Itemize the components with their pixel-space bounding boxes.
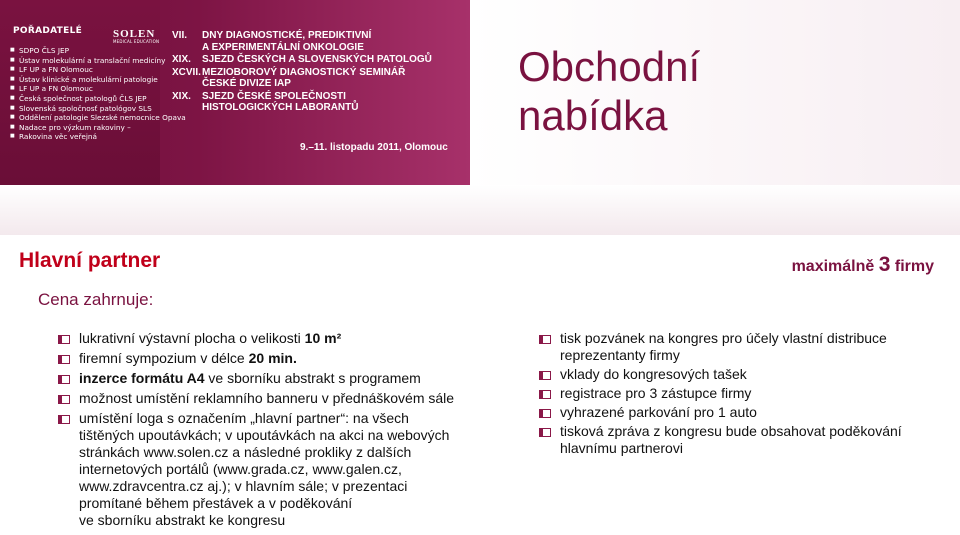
list-item: vklady do kongresových tašek xyxy=(538,366,928,383)
event-item: XIX. SJEZD ČESKÝCH A SLOVENSKÝCH PATOLOGŮ xyxy=(172,54,432,65)
list-item: možnost umístění reklamního banneru v přednáškovém sále xyxy=(57,390,457,407)
organizer-item: ■ Nadace pro výzkum rakoviny – xyxy=(10,123,160,133)
list-item: tisková zpráva z kongresu bude obsahovat poděkování hlavnímu partnerovi xyxy=(538,423,928,457)
list-item: umístění loga s označením „hlavní partner“: na všech tištěných upoutávkách; v upoutávkách na akci na webových stránkách www.solen.cz a následné prokliky z dalších internetových portálů (www.grada.cz, www.galen.cz, www.zdravcentra.cz aj.); v hlavním sále; v prezentaci promítané během přestávek a v poděkování ve sborníku abstrakt ke kongresu xyxy=(57,410,457,529)
title-area xyxy=(470,0,960,185)
includes-heading: Cena zahrnuje: xyxy=(38,290,154,309)
max-firms-note: maximálně 3 firmy xyxy=(791,253,934,276)
includes-list-left xyxy=(57,330,457,529)
event-item: VII. DNY DIAGNOSTICKÉ, PREDIKTIVNÍ A EXPERIMENTÁLNÍ ONKOLOGIE xyxy=(172,30,372,53)
organizers-list xyxy=(10,46,186,142)
solen-logo: SOLEN MEDICAL EDUCATION xyxy=(113,28,160,44)
organizers-title: POŘADATELÉ xyxy=(13,26,83,36)
list-item: inzerce formátu A4 ve sborníku abstrakt s programem xyxy=(57,370,457,387)
divider-band xyxy=(0,185,960,235)
list-item: firemní sympozium v délce 20 min. xyxy=(57,350,457,367)
organizer-item: ■ SDPO ČLS JEP xyxy=(10,46,160,56)
event-item: XIX. SJEZD ČESKÉ SPOLEČNOSTI HISTOLOGICKÝCH LABORANTŮ xyxy=(172,90,359,113)
includes-list-right xyxy=(538,330,928,457)
list-item: vyhrazené parkování pro 1 auto xyxy=(538,404,928,421)
event-item: XCVII. MEZIOBOROVÝ DIAGNOSTICKÝ SEMINÁŘ ČESKÉ DIVIZE IAP xyxy=(172,66,406,89)
list-item: tisk pozvánek na kongres pro účely vlastní distribuce reprezentanty firmy xyxy=(538,330,928,364)
organizer-item: ■ Rakovina věc veřejná xyxy=(10,132,160,142)
organizers-panel xyxy=(0,0,186,185)
organizer-item: ■ LF UP a FN Olomouc xyxy=(10,65,160,75)
organizer-item: ■ Ústav molekulární a translační medicíny xyxy=(10,56,160,66)
list-item: lukrativní výstavní plocha o velikosti 10 m² xyxy=(57,330,457,347)
page-title: Obchodní nabídka xyxy=(518,43,701,139)
organizer-item: ■ Slovenská spoločnosť patológov SLS xyxy=(10,104,160,114)
partner-heading: Hlavní partner xyxy=(19,249,161,272)
organizer-item: ■ Česká společnost patologů ČLS JEP xyxy=(10,94,160,104)
events-list xyxy=(172,30,468,114)
organizer-item: ■ LF UP a FN Olomouc xyxy=(10,84,160,94)
list-item: registrace pro 3 zástupce firmy xyxy=(538,385,928,402)
organizer-item: ■ Ústav klinické a molekulární patologie xyxy=(10,75,160,85)
congress-date: 9.–11. listopadu 2011, Olomouc xyxy=(300,142,448,153)
organizer-item: ■ Oddělení patologie Slezské nemocnice Opava xyxy=(10,113,160,123)
congress-banner xyxy=(0,0,470,185)
